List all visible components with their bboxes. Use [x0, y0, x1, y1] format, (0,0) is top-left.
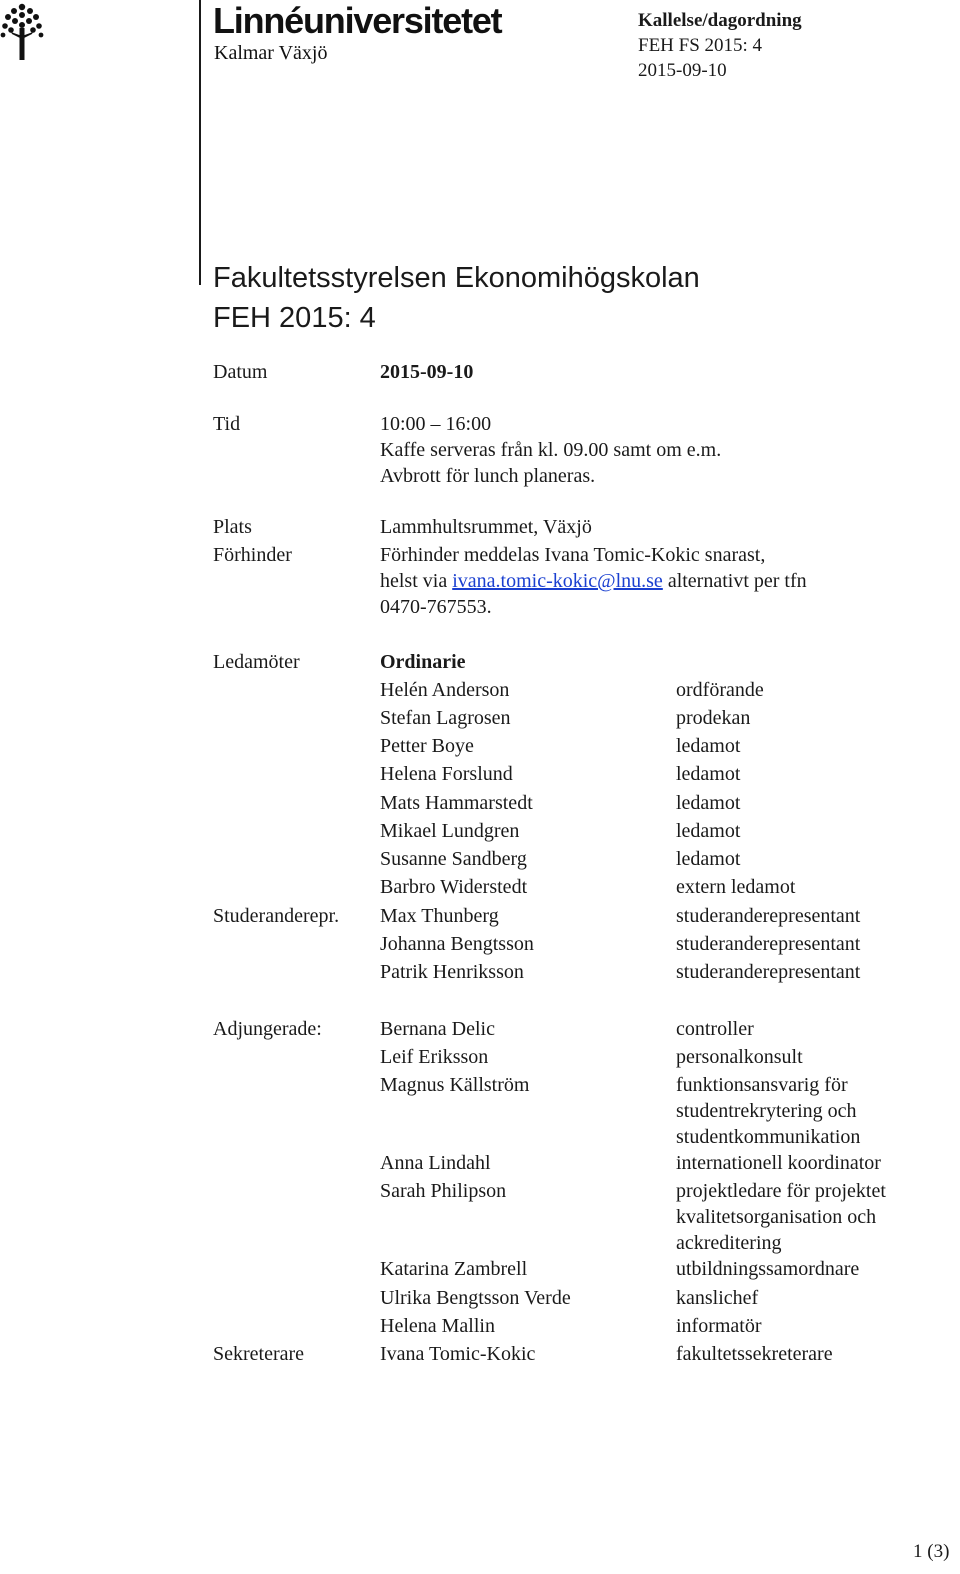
- sekreterare-label: Sekreterare: [213, 1343, 305, 1365]
- member-role: ledamot: [676, 792, 741, 814]
- tid-line-1: 10:00 – 16:00: [380, 413, 492, 435]
- adjunct-name: Katarina Zambrell: [380, 1258, 528, 1280]
- ordinarie-heading: Ordinarie: [380, 651, 466, 673]
- adjunct-role: kanslichef: [676, 1287, 759, 1309]
- member-role: ordförande: [676, 679, 764, 701]
- email-link[interactable]: ivana.tomic-kokic@lnu.se: [452, 570, 663, 592]
- member-name: Susanne Sandberg: [380, 848, 527, 870]
- forhinder-line-2: [380, 570, 807, 593]
- adjunct-role: internationell koordinator: [676, 1152, 881, 1174]
- adjunct-role: projektledare för projektet: [676, 1180, 886, 1202]
- secretary-name: Ivana Tomic-Kokic: [380, 1343, 536, 1365]
- page-title: [213, 258, 700, 338]
- member-role: ledamot: [676, 735, 741, 757]
- member-name: Helén Anderson: [380, 679, 510, 701]
- ledamoter-label: Ledamöter: [213, 651, 300, 673]
- forhinder-line-2-prefix: helst via: [380, 570, 453, 592]
- adjunct-name: Ulrika Bengtsson Verde: [380, 1287, 571, 1309]
- member-role: ledamot: [676, 848, 741, 870]
- adjunct-name: Bernana Delic: [380, 1018, 495, 1040]
- student-rep-name: Johanna Bengtsson: [380, 933, 534, 955]
- document-type: Kallelse/dagordning: [638, 10, 802, 31]
- adjunct-name: Leif Eriksson: [380, 1046, 489, 1068]
- adjungerade-label: Adjungerade:: [213, 1018, 322, 1040]
- adjunct-role: utbildningssamordnare: [676, 1258, 860, 1280]
- university-name: Linnéuniversitetet: [213, 0, 502, 41]
- studeranderepr-label: Studeranderepr.: [213, 905, 340, 927]
- member-name: Stefan Lagrosen: [380, 707, 511, 729]
- student-rep-name: Max Thunberg: [380, 905, 499, 927]
- tid-line-3: Avbrott för lunch planeras.: [380, 465, 596, 487]
- title-line-2: FEH 2015: 4: [213, 302, 376, 334]
- forhinder-line-1: Förhinder meddelas Ivana Tomic-Kokic snarast,: [380, 544, 766, 566]
- adjunct-role: kvalitetsorganisation och: [676, 1206, 877, 1228]
- plats-value: Lammhultsrummet, Växjö: [380, 516, 592, 538]
- adjunct-name: Sarah Philipson: [380, 1180, 507, 1202]
- tree-logo-icon: [0, 2, 44, 60]
- document-meta: [638, 8, 802, 83]
- title-line-1: Fakultetsstyrelsen Ekonomihögskolan: [213, 262, 700, 294]
- student-rep-role: studeranderepresentant: [676, 905, 861, 927]
- member-name: Mikael Lundgren: [380, 820, 520, 842]
- university-campuses: Kalmar Växjö: [214, 42, 328, 64]
- datum-label: Datum: [213, 361, 268, 383]
- student-rep-role: studeranderepresentant: [676, 933, 861, 955]
- adjunct-role: funktionsansvarig för: [676, 1074, 848, 1096]
- member-role: ledamot: [676, 763, 741, 785]
- adjunct-name: Magnus Källström: [380, 1074, 530, 1096]
- member-role: extern ledamot: [676, 876, 796, 898]
- adjunct-role: studentkommunikation: [676, 1126, 861, 1148]
- member-name: Barbro Widerstedt: [380, 876, 528, 898]
- tid-line-2: Kaffe serveras från kl. 09.00 samt om e.m.: [380, 439, 722, 461]
- header-divider: [199, 0, 201, 285]
- member-name: Petter Boye: [380, 735, 474, 757]
- adjunct-role: studentrekrytering och: [676, 1100, 857, 1122]
- page-number: 1 (3): [913, 1541, 950, 1562]
- member-name: Helena Forslund: [380, 763, 513, 785]
- adjunct-role: controller: [676, 1018, 754, 1040]
- member-role: prodekan: [676, 707, 751, 729]
- plats-label: Plats: [213, 516, 252, 538]
- document-date: 2015-09-10: [638, 60, 727, 81]
- datum-value: 2015-09-10: [380, 361, 474, 383]
- member-role: ledamot: [676, 820, 741, 842]
- student-rep-role: studeranderepresentant: [676, 961, 861, 983]
- member-name: Mats Hammarstedt: [380, 792, 533, 814]
- secretary-role: fakultetssekreterare: [676, 1343, 833, 1365]
- adjunct-role: personalkonsult: [676, 1046, 803, 1068]
- adjunct-name: Helena Mallin: [380, 1315, 495, 1337]
- adjunct-role: ackreditering: [676, 1232, 782, 1254]
- forhinder-line-3: 0470-767553.: [380, 596, 492, 618]
- adjunct-role: informatör: [676, 1315, 762, 1337]
- adjunct-name: Anna Lindahl: [380, 1152, 491, 1174]
- forhinder-label: Förhinder: [213, 544, 292, 566]
- forhinder-line-2-suffix: alternativt per tfn: [662, 570, 807, 592]
- student-rep-name: Patrik Henriksson: [380, 961, 524, 983]
- tid-label: Tid: [213, 413, 241, 435]
- document-reference: FEH FS 2015: 4: [638, 35, 763, 56]
